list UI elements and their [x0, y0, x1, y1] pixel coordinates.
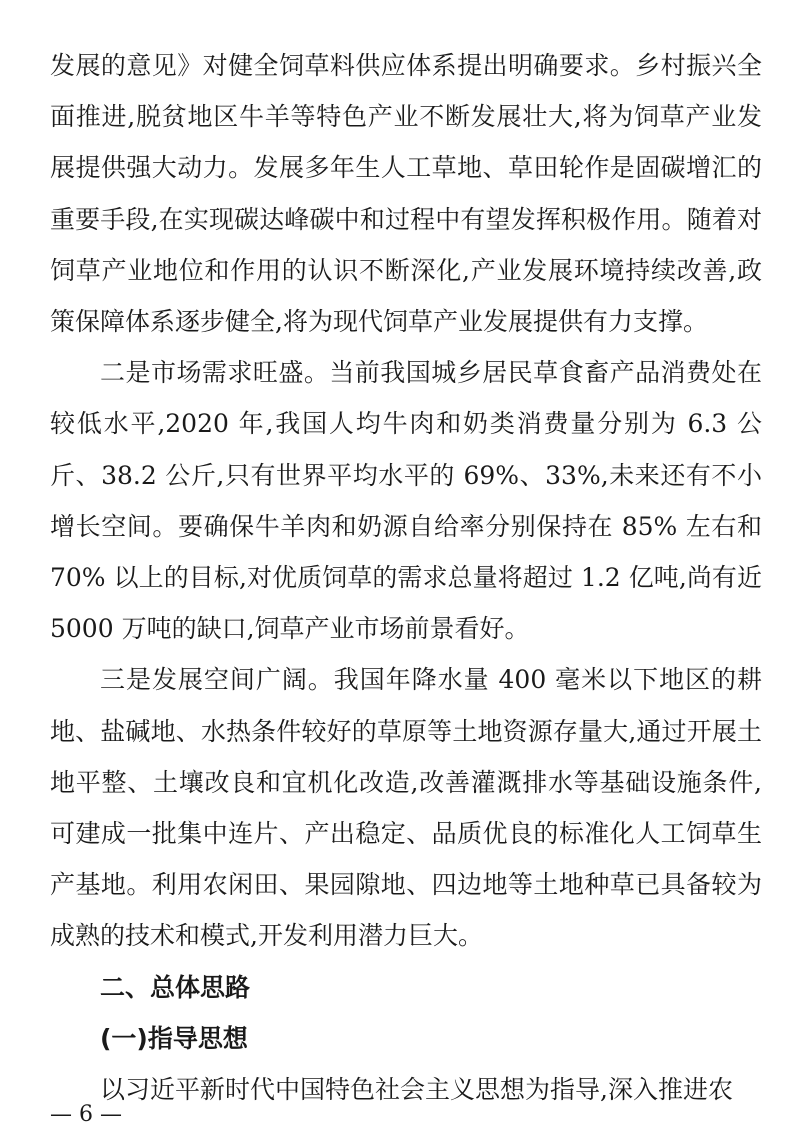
section-heading-overall-approach: 二、总体思路: [100, 972, 251, 1002]
subsection-heading-guiding-ideology: (一)指导思想: [100, 1023, 248, 1053]
paragraph-development-space: 三是发展空间广阔。我国年降水量 400 毫米以下地区的耕地、盐碱地、水热条件较好的草原等土地资源存量大,通过开展土地平整、土壤改良和宜机化改造,改善灌溉排水等基础设施条件,可建成一批集中连片、产出稳定、品质优良的标准化人工饲草生产基地。利用农闲田、果园隙地、四边地等土地种草已具备较为成熟的技术和模式,开发利用潜力巨大。: [50, 665, 762, 951]
page-number: — 6 —: [50, 1102, 122, 1127]
paragraph-guiding-ideology: 以习近平新时代中国特色社会主义思想为指导,深入推进农: [100, 1075, 733, 1105]
paragraph-market-demand: 二是市场需求旺盛。当前我国城乡居民草食畜产品消费处在较低水平,2020 年,我国人均牛肉和奶类消费量分别为 6.3 公斤、38.2 公斤,只有世界平均水平的 69%、33%,未来还有不小增长空间。要确保牛羊肉和奶源自给率分别保持在 85% 左右和 70% 以上的目标,对优质饲草的需求总量将超过 1.2 亿吨,尚有近 5000 万吨的缺口,饲草产业市场前景看好。: [50, 358, 762, 644]
paragraph-continuation: 发展的意见》对健全饲草料供应体系提出明确要求。乡村振兴全面推进,脱贫地区牛羊等特色产业不断发展壮大,将为饲草产业发展提供强大动力。发展多年生人工草地、草田轮作是固碳增汇的重要手段,在实现碳达峰碳中和过程中有望发挥积极作用。随着对饲草产业地位和作用的认识不断深化,产业发展环境持续改善,政策保障体系逐步健全,将为现代饲草产业发展提供有力支撑。: [50, 51, 762, 337]
document-body: [50, 40, 762, 1115]
